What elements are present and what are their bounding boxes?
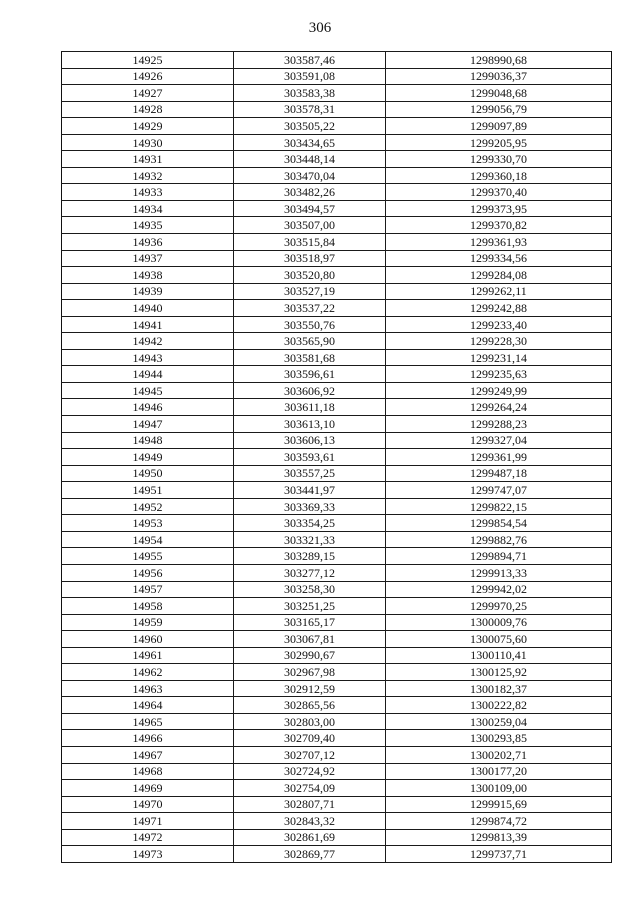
- x-coordinate-cell: 303613,10: [234, 416, 386, 433]
- y-coordinate-cell: 1299737,71: [386, 846, 612, 863]
- point-number-cell: 14930: [62, 134, 234, 151]
- y-coordinate-cell: 1299288,23: [386, 416, 612, 433]
- x-coordinate-cell: 303165,17: [234, 614, 386, 631]
- table-row: [62, 200, 612, 217]
- point-number-cell: 14969: [62, 780, 234, 797]
- x-coordinate-cell: 303494,57: [234, 200, 386, 217]
- y-coordinate-cell: 1300075,60: [386, 631, 612, 648]
- y-coordinate-cell: 1300109,00: [386, 780, 612, 797]
- table-row: [62, 813, 612, 830]
- x-coordinate-cell: 303434,65: [234, 134, 386, 151]
- point-number-cell: 14929: [62, 118, 234, 135]
- x-coordinate-cell: 303277,12: [234, 564, 386, 581]
- x-coordinate-cell: 302707,12: [234, 746, 386, 763]
- table-row: [62, 780, 612, 797]
- table-row: [62, 531, 612, 548]
- point-number-cell: 14937: [62, 250, 234, 267]
- x-coordinate-cell: 302967,98: [234, 664, 386, 681]
- y-coordinate-cell: 1298990,68: [386, 52, 612, 69]
- y-coordinate-cell: 1299360,18: [386, 167, 612, 184]
- y-coordinate-cell: 1300125,92: [386, 664, 612, 681]
- point-number-cell: 14936: [62, 234, 234, 251]
- table-row: [62, 184, 612, 201]
- point-number-cell: 14963: [62, 680, 234, 697]
- point-number-cell: 14941: [62, 316, 234, 333]
- table-row: [62, 713, 612, 730]
- y-coordinate-cell: 1299056,79: [386, 101, 612, 118]
- coordinates-table-body: [62, 52, 612, 863]
- x-coordinate-cell: 303606,92: [234, 382, 386, 399]
- point-number-cell: 14926: [62, 68, 234, 85]
- point-number-cell: 14972: [62, 829, 234, 846]
- x-coordinate-cell: 303581,68: [234, 349, 386, 366]
- table-row: [62, 581, 612, 598]
- coordinates-table: [61, 51, 612, 863]
- table-row: [62, 382, 612, 399]
- point-number-cell: 14942: [62, 333, 234, 350]
- x-coordinate-cell: 303354,25: [234, 515, 386, 532]
- x-coordinate-cell: 302861,69: [234, 829, 386, 846]
- x-coordinate-cell: 302912,59: [234, 680, 386, 697]
- table-row: [62, 85, 612, 102]
- table-row: [62, 465, 612, 482]
- point-number-cell: 14962: [62, 664, 234, 681]
- point-number-cell: 14958: [62, 598, 234, 615]
- y-coordinate-cell: 1299231,14: [386, 349, 612, 366]
- x-coordinate-cell: 302869,77: [234, 846, 386, 863]
- table-row: [62, 515, 612, 532]
- y-coordinate-cell: 1299036,37: [386, 68, 612, 85]
- y-coordinate-cell: 1300222,82: [386, 697, 612, 714]
- point-number-cell: 14959: [62, 614, 234, 631]
- point-number-cell: 14968: [62, 763, 234, 780]
- table-row: [62, 680, 612, 697]
- y-coordinate-cell: 1299262,11: [386, 283, 612, 300]
- x-coordinate-cell: 303518,97: [234, 250, 386, 267]
- point-number-cell: 14955: [62, 548, 234, 565]
- point-number-cell: 14954: [62, 531, 234, 548]
- point-number-cell: 14934: [62, 200, 234, 217]
- table-row: [62, 333, 612, 350]
- y-coordinate-cell: 1299813,39: [386, 829, 612, 846]
- y-coordinate-cell: 1299233,40: [386, 316, 612, 333]
- y-coordinate-cell: 1299361,93: [386, 234, 612, 251]
- table-row: [62, 730, 612, 747]
- x-coordinate-cell: 303520,80: [234, 267, 386, 284]
- table-row: [62, 449, 612, 466]
- point-number-cell: 14952: [62, 498, 234, 515]
- point-number-cell: 14949: [62, 449, 234, 466]
- y-coordinate-cell: 1299235,63: [386, 366, 612, 383]
- y-coordinate-cell: 1299327,04: [386, 432, 612, 449]
- y-coordinate-cell: 1299264,24: [386, 399, 612, 416]
- table-row: [62, 217, 612, 234]
- x-coordinate-cell: 303515,84: [234, 234, 386, 251]
- x-coordinate-cell: 302807,71: [234, 796, 386, 813]
- point-number-cell: 14947: [62, 416, 234, 433]
- table-row: [62, 432, 612, 449]
- table-row: [62, 349, 612, 366]
- table-row: [62, 614, 612, 631]
- table-row: [62, 68, 612, 85]
- y-coordinate-cell: 1299228,30: [386, 333, 612, 350]
- table-row: [62, 267, 612, 284]
- point-number-cell: 14951: [62, 482, 234, 499]
- x-coordinate-cell: 302843,32: [234, 813, 386, 830]
- point-number-cell: 14966: [62, 730, 234, 747]
- x-coordinate-cell: 303591,08: [234, 68, 386, 85]
- table-row: [62, 763, 612, 780]
- point-number-cell: 14935: [62, 217, 234, 234]
- y-coordinate-cell: 1299361,99: [386, 449, 612, 466]
- y-coordinate-cell: 1299822,15: [386, 498, 612, 515]
- y-coordinate-cell: 1300177,20: [386, 763, 612, 780]
- point-number-cell: 14932: [62, 167, 234, 184]
- x-coordinate-cell: 303606,13: [234, 432, 386, 449]
- y-coordinate-cell: 1299205,95: [386, 134, 612, 151]
- y-coordinate-cell: 1299894,71: [386, 548, 612, 565]
- x-coordinate-cell: 302709,40: [234, 730, 386, 747]
- y-coordinate-cell: 1299370,82: [386, 217, 612, 234]
- x-coordinate-cell: 303470,04: [234, 167, 386, 184]
- y-coordinate-cell: 1300110,41: [386, 647, 612, 664]
- y-coordinate-cell: 1299334,56: [386, 250, 612, 267]
- x-coordinate-cell: 302803,00: [234, 713, 386, 730]
- y-coordinate-cell: 1299747,07: [386, 482, 612, 499]
- point-number-cell: 14940: [62, 300, 234, 317]
- table-row: [62, 846, 612, 863]
- table-row: [62, 631, 612, 648]
- point-number-cell: 14961: [62, 647, 234, 664]
- y-coordinate-cell: 1299370,40: [386, 184, 612, 201]
- x-coordinate-cell: 302990,67: [234, 647, 386, 664]
- table-row: [62, 134, 612, 151]
- x-coordinate-cell: 303448,14: [234, 151, 386, 168]
- point-number-cell: 14971: [62, 813, 234, 830]
- table-row: [62, 399, 612, 416]
- y-coordinate-cell: 1299284,08: [386, 267, 612, 284]
- x-coordinate-cell: 303596,61: [234, 366, 386, 383]
- point-number-cell: 14933: [62, 184, 234, 201]
- x-coordinate-cell: 303251,25: [234, 598, 386, 615]
- table-row: [62, 151, 612, 168]
- x-coordinate-cell: 303583,38: [234, 85, 386, 102]
- point-number-cell: 14957: [62, 581, 234, 598]
- point-number-cell: 14945: [62, 382, 234, 399]
- point-number-cell: 14928: [62, 101, 234, 118]
- x-coordinate-cell: 302724,92: [234, 763, 386, 780]
- x-coordinate-cell: 303505,22: [234, 118, 386, 135]
- x-coordinate-cell: 303482,26: [234, 184, 386, 201]
- point-number-cell: 14948: [62, 432, 234, 449]
- table-row: [62, 746, 612, 763]
- y-coordinate-cell: 1299970,25: [386, 598, 612, 615]
- y-coordinate-cell: 1300293,85: [386, 730, 612, 747]
- point-number-cell: 14965: [62, 713, 234, 730]
- y-coordinate-cell: 1300259,04: [386, 713, 612, 730]
- table-row: [62, 498, 612, 515]
- y-coordinate-cell: 1299882,76: [386, 531, 612, 548]
- table-row: [62, 167, 612, 184]
- x-coordinate-cell: 303578,31: [234, 101, 386, 118]
- x-coordinate-cell: 303537,22: [234, 300, 386, 317]
- y-coordinate-cell: 1299915,69: [386, 796, 612, 813]
- x-coordinate-cell: 303507,00: [234, 217, 386, 234]
- table-row: [62, 647, 612, 664]
- point-number-cell: 14970: [62, 796, 234, 813]
- x-coordinate-cell: 303557,25: [234, 465, 386, 482]
- y-coordinate-cell: 1299249,99: [386, 382, 612, 399]
- point-number-cell: 14944: [62, 366, 234, 383]
- point-number-cell: 14931: [62, 151, 234, 168]
- y-coordinate-cell: 1299330,70: [386, 151, 612, 168]
- point-number-cell: 14927: [62, 85, 234, 102]
- x-coordinate-cell: 303067,81: [234, 631, 386, 648]
- point-number-cell: 14939: [62, 283, 234, 300]
- table-row: [62, 283, 612, 300]
- y-coordinate-cell: 1299942,02: [386, 581, 612, 598]
- x-coordinate-cell: 303321,33: [234, 531, 386, 548]
- point-number-cell: 14943: [62, 349, 234, 366]
- table-row: [62, 118, 612, 135]
- y-coordinate-cell: 1300182,37: [386, 680, 612, 697]
- y-coordinate-cell: 1299874,72: [386, 813, 612, 830]
- x-coordinate-cell: 302754,09: [234, 780, 386, 797]
- table-row: [62, 697, 612, 714]
- table-row: [62, 250, 612, 267]
- point-number-cell: 14938: [62, 267, 234, 284]
- y-coordinate-cell: 1299373,95: [386, 200, 612, 217]
- table-row: [62, 664, 612, 681]
- x-coordinate-cell: 303441,97: [234, 482, 386, 499]
- table-row: [62, 482, 612, 499]
- table-row: [62, 52, 612, 69]
- point-number-cell: 14960: [62, 631, 234, 648]
- table-row: [62, 598, 612, 615]
- x-coordinate-cell: 303289,15: [234, 548, 386, 565]
- table-row: [62, 416, 612, 433]
- x-coordinate-cell: 303369,33: [234, 498, 386, 515]
- table-row: [62, 829, 612, 846]
- y-coordinate-cell: 1299487,18: [386, 465, 612, 482]
- x-coordinate-cell: 303258,30: [234, 581, 386, 598]
- y-coordinate-cell: 1299242,88: [386, 300, 612, 317]
- point-number-cell: 14946: [62, 399, 234, 416]
- table-row: [62, 101, 612, 118]
- y-coordinate-cell: 1299854,54: [386, 515, 612, 532]
- point-number-cell: 14953: [62, 515, 234, 532]
- point-number-cell: 14950: [62, 465, 234, 482]
- y-coordinate-cell: 1299048,68: [386, 85, 612, 102]
- y-coordinate-cell: 1299097,89: [386, 118, 612, 135]
- x-coordinate-cell: 303565,90: [234, 333, 386, 350]
- x-coordinate-cell: 303527,19: [234, 283, 386, 300]
- point-number-cell: 14973: [62, 846, 234, 863]
- table-row: [62, 234, 612, 251]
- table-row: [62, 366, 612, 383]
- x-coordinate-cell: 302865,56: [234, 697, 386, 714]
- x-coordinate-cell: 303593,61: [234, 449, 386, 466]
- table-row: [62, 564, 612, 581]
- x-coordinate-cell: 303587,46: [234, 52, 386, 69]
- point-number-cell: 14956: [62, 564, 234, 581]
- x-coordinate-cell: 303611,18: [234, 399, 386, 416]
- y-coordinate-cell: 1300202,71: [386, 746, 612, 763]
- table-row: [62, 548, 612, 565]
- page-number: 306: [308, 20, 332, 36]
- table-row: [62, 316, 612, 333]
- point-number-cell: 14925: [62, 52, 234, 69]
- point-number-cell: 14964: [62, 697, 234, 714]
- y-coordinate-cell: 1299913,33: [386, 564, 612, 581]
- table-row: [62, 300, 612, 317]
- table-row: [62, 796, 612, 813]
- y-coordinate-cell: 1300009,76: [386, 614, 612, 631]
- point-number-cell: 14967: [62, 746, 234, 763]
- x-coordinate-cell: 303550,76: [234, 316, 386, 333]
